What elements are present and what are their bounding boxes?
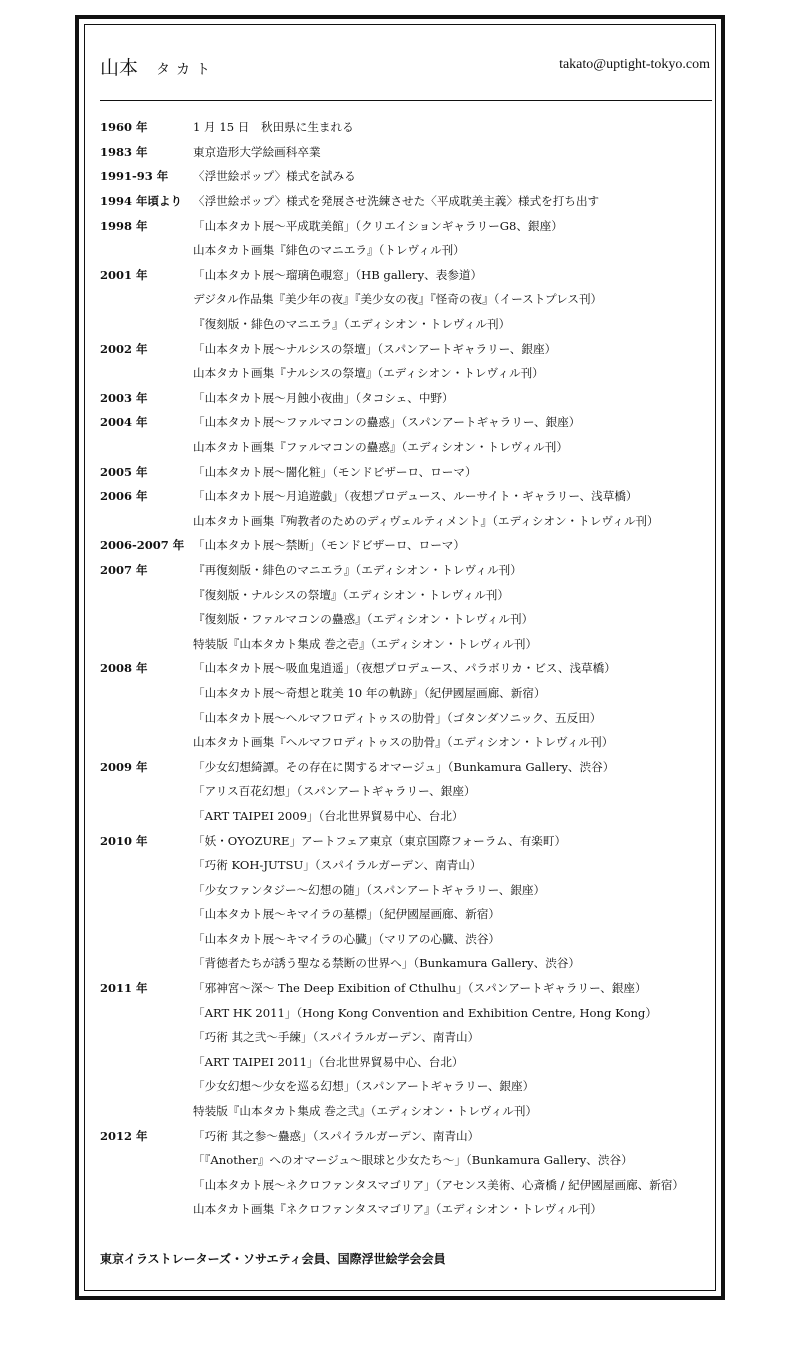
timeline-row xyxy=(100,164,715,189)
header-divider xyxy=(100,100,712,101)
timeline-year: 2012 年 xyxy=(100,1128,148,1143)
page-frame xyxy=(75,15,725,1300)
timeline-row xyxy=(100,779,715,804)
timeline-row xyxy=(100,1099,715,1124)
timeline-year: 2001 年 xyxy=(100,267,148,282)
timeline-row xyxy=(100,607,715,632)
timeline-year: 2005 年 xyxy=(100,464,148,479)
timeline-row xyxy=(100,140,715,165)
timeline-row xyxy=(100,804,715,829)
timeline-row xyxy=(100,336,715,361)
timeline-entry: 「巧術 其之弐〜手練」（スパイラルガーデン、南青山） xyxy=(193,1030,480,1045)
timeline-row xyxy=(100,976,715,1001)
timeline-row xyxy=(100,1173,715,1198)
timeline-year: 2010 年 xyxy=(100,833,148,848)
timeline-row xyxy=(100,287,715,312)
given-name: タカト xyxy=(156,62,217,78)
timeline-row xyxy=(100,951,715,976)
timeline-year: 2004 年 xyxy=(100,415,148,430)
timeline-entry: 「山本タカト展〜闇化粧」（モンドビザーロ、ローマ） xyxy=(193,464,477,479)
timeline-row xyxy=(100,877,715,902)
artist-name xyxy=(100,53,216,80)
timeline-row xyxy=(100,213,715,238)
timeline-entry: 「ART TAIPEI 2011」（台北世界貿易中心、台北） xyxy=(193,1054,464,1069)
timeline-year: 1960 年 xyxy=(100,120,148,135)
timeline-entry: 「山本タカト展〜ネクロファンタスマゴリア」（アセンス美術、心斎橋 / 紀伊國屋画廊、新宿） xyxy=(193,1177,685,1192)
timeline-entry: 山本タカト画集『ナルシスの祭壇』（エディシオン・トレヴィル刊） xyxy=(193,366,544,381)
timeline-row xyxy=(100,631,715,656)
timeline-row xyxy=(100,927,715,952)
timeline-entry: 「山本タカト展〜ナルシスの祭壇」（スパンアートギャラリー、銀座） xyxy=(193,341,557,356)
timeline-row xyxy=(100,1123,715,1148)
timeline-entry: 「妖・OYOZURE」アートフェア東京（東京国際フォーラム、有楽町） xyxy=(193,833,567,848)
timeline-entry: 「山本タカト展〜ヘルマフロディトゥスの肋骨」（ゴタンダソニック、五反田） xyxy=(193,710,602,725)
timeline-row xyxy=(100,386,715,411)
timeline-row xyxy=(100,509,715,534)
timeline-row xyxy=(100,484,715,509)
timeline-row xyxy=(100,1025,715,1050)
timeline-entry: 山本タカト画集『緋色のマニエラ』（トレヴィル刊） xyxy=(193,243,465,258)
timeline-entry: 特装版『山本タカト集成 巻之壱』（エディシオン・トレヴィル刊） xyxy=(193,636,538,651)
timeline-entry: 「少女幻想綺譚。その存在に関するオマージュ」（Bunkamura Gallery、渋谷） xyxy=(193,759,615,774)
timeline-year: 1991-93 年 xyxy=(100,169,169,184)
timeline-year: 1983 年 xyxy=(100,144,148,159)
timeline-row xyxy=(100,902,715,927)
timeline-entry: 1 月 15 日 秋田県に生まれる xyxy=(193,120,354,135)
timeline-row xyxy=(100,361,715,386)
timeline-row xyxy=(100,1148,715,1173)
timeline-entry: デジタル作品集『美少年の夜』『美少女の夜』『怪奇の夜』（イーストプレス刊） xyxy=(193,292,603,307)
timeline-row xyxy=(100,238,715,263)
timeline-year: 2009 年 xyxy=(100,759,148,774)
timeline-entry: 「山本タカト展〜奇想と耽美 10 年の軌跡」（紀伊國屋画廊、新宿） xyxy=(193,685,546,700)
timeline-year: 2011 年 xyxy=(100,981,148,996)
timeline-entry: 「邪神宮〜深〜 The Deep Exibition of Cthulhu」（スパンアートギャラリー、銀座） xyxy=(193,981,647,996)
timeline-year: 2002 年 xyxy=(100,341,148,356)
timeline-row xyxy=(100,656,715,681)
timeline-year: 2008 年 xyxy=(100,661,148,676)
timeline-year: 2006 年 xyxy=(100,489,148,504)
timeline-row xyxy=(100,1074,715,1099)
email-link[interactable]: takato@uptight-tokyo.com xyxy=(559,57,710,72)
timeline-entry: 「ART HK 2011」（Hong Kong Convention and Exhibition Centre, Hong Kong） xyxy=(193,1005,657,1020)
timeline-year: 1998 年 xyxy=(100,218,148,233)
timeline-entry: 「アリス百花幻想」（スパンアートギャラリー、銀座） xyxy=(193,784,476,799)
timeline-entry: 「ART TAIPEI 2009」（台北世界貿易中心、台北） xyxy=(193,808,464,823)
timeline-entry: 「巧術 KOH-JUTSU」（スパイラルガーデン、南青山） xyxy=(193,858,482,873)
timeline-entry: 「山本タカト展〜平成耽美館」（クリエイションギャラリーG8、銀座） xyxy=(193,218,563,233)
timeline-entry: 「山本タカト展〜キマイラの墓標」（紀伊國屋画廊、新宿） xyxy=(193,907,501,922)
timeline-entry: 特装版『山本タカト集成 巻之弐』（エディシオン・トレヴィル刊） xyxy=(193,1104,538,1119)
timeline-entry: 〈浮世絵ポップ〉様式を発展させ洗練させた〈平成耽美主義〉様式を打ち出す xyxy=(193,194,600,209)
timeline-entry: 「巧術 其之参〜蠱惑」（スパイラルガーデン、南青山） xyxy=(193,1128,480,1143)
timeline-entry: 東京造形大学絵画科卒業 xyxy=(193,144,321,159)
page-inner-frame xyxy=(84,24,716,1291)
timeline-row xyxy=(100,1000,715,1025)
timeline-row xyxy=(100,189,715,214)
timeline-row xyxy=(100,828,715,853)
timeline-entry: 「少女幻想〜少女を巡る幻想」（スパンアートギャラリー、銀座） xyxy=(193,1079,535,1094)
timeline-row xyxy=(100,558,715,583)
timeline-entry: 「山本タカト展〜月追遊戯」（夜想プロデュース、ルーサイト・ギャラリー、浅草橋） xyxy=(193,489,638,504)
timeline-year: 2003 年 xyxy=(100,390,148,405)
timeline-year: 2007 年 xyxy=(100,562,148,577)
timeline-year: 1994 年頃より xyxy=(100,194,183,209)
timeline-entry: 山本タカト画集『ファルマコンの蠱惑』（エディシオン・トレヴィル刊） xyxy=(193,440,568,455)
timeline-row xyxy=(100,263,715,288)
timeline-row xyxy=(100,533,715,558)
timeline-row xyxy=(100,582,715,607)
timeline-entry: 山本タカト画集『ヘルマフロディトゥスの肋骨』（エディシオン・トレヴィル刊） xyxy=(193,735,614,750)
timeline-year: 2006-2007 年 xyxy=(100,538,185,553)
timeline-entry: 〈浮世絵ポップ〉様式を試みる xyxy=(193,169,356,184)
header xyxy=(100,53,710,103)
timeline-entry: 「山本タカト展〜ファルマコンの蠱惑」（スパンアートギャラリー、銀座） xyxy=(193,415,581,430)
timeline-entry: 『復刻版・ファルマコンの蠱惑』（エディシオン・トレヴィル刊） xyxy=(193,612,534,627)
timeline-entry: 「山本タカト展〜吸血鬼逍遥」（夜想プロデュース、パラボリカ・ビス、浅草橋） xyxy=(193,661,616,676)
timeline-row xyxy=(100,1050,715,1075)
timeline-entry: 『復刻版・緋色のマニエラ』（エディシオン・トレヴィル刊） xyxy=(193,317,511,332)
timeline-entry: 「少女ファンタジー〜幻想の随」（スパンアートギャラリー、銀座） xyxy=(193,882,546,897)
timeline-row xyxy=(100,459,715,484)
timeline-row xyxy=(100,853,715,878)
timeline-row xyxy=(100,312,715,337)
timeline-entry: 「山本タカト展〜月蝕小夜曲」（タコシェ、中野） xyxy=(193,390,454,405)
timeline-row xyxy=(100,410,715,435)
timeline-entry: 『復刻版・ナルシスの祭壇』（エディシオン・トレヴィル刊） xyxy=(193,587,509,602)
timeline-row xyxy=(100,681,715,706)
timeline-row xyxy=(100,115,715,140)
timeline-row xyxy=(100,754,715,779)
timeline-entry: 『再復刻版・緋色のマニエラ』（エディシオン・トレヴィル刊） xyxy=(193,562,522,577)
timeline-row xyxy=(100,435,715,460)
timeline-entry: 「『Another』へのオマージュ〜眼球と少女たち〜」（Bunkamura Gallery、渋谷） xyxy=(193,1153,633,1168)
timeline xyxy=(100,115,715,1222)
timeline-entry: 「山本タカト展〜禁断」（モンドビザーロ、ローマ） xyxy=(193,538,465,553)
timeline-row xyxy=(100,705,715,730)
timeline-row xyxy=(100,730,715,755)
timeline-row xyxy=(100,1197,715,1222)
membership: 東京イラストレーターズ・ソサエティ会員、国際浮世絵学会会員 xyxy=(100,1252,446,1266)
timeline-entry: 山本タカト画集『ネクロファンタスマゴリア』（エディシオン・トレヴィル刊） xyxy=(193,1202,603,1217)
family-name: 山本 xyxy=(100,57,139,79)
timeline-entry: 山本タカト画集『殉教者のためのディヴェルティメント』（エディシオン・トレヴィル刊） xyxy=(193,513,659,528)
timeline-entry: 「背徳者たちが誘う聖なる禁断の世界へ」（Bunkamura Gallery、渋谷） xyxy=(193,956,580,971)
timeline-entry: 「山本タカト展〜瑠璃色覗窓」（HB gallery、表参道） xyxy=(193,267,483,282)
timeline-entry: 「山本タカト展〜キマイラの心臓」（マリアの心臓、渋谷） xyxy=(193,931,501,946)
